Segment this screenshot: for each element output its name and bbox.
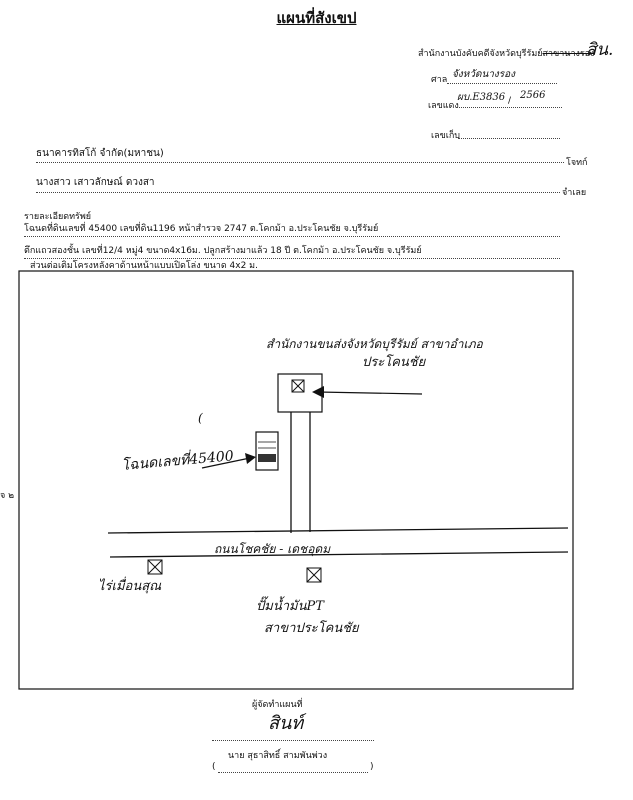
- quote-mark: (: [198, 411, 203, 425]
- plaintiff-name: ธนาคารทิสโก้ จำกัด(มหาชน): [36, 148, 164, 159]
- office-label-1: สำนักงานขนส่งจังหวัดบุรีรัมย์ สาขาอำเภอ: [266, 337, 483, 351]
- case-separator: /: [508, 96, 512, 106]
- signature-dotline: [212, 740, 374, 741]
- office-name: สำนักงานบังคับคดีจังหวัดบุรีรัมย์: [418, 49, 543, 59]
- initial-signature: สิน.: [586, 40, 614, 60]
- court-value: จังหวัดนางรอง: [452, 69, 516, 80]
- deed-label: โฉนดเลขที่45400: [120, 448, 235, 474]
- court-label: ศาล: [431, 75, 448, 85]
- property-heading: รายละเอียดทรัพย์: [24, 212, 92, 222]
- property-line-2: ตึกแถวสองชั้น เลขที่12/4 หมู่4 ขนาด4x16ม. ปลูกสร้างมาแล้ว 18 ปี ต.โคกม้า อ.ประโคนชัย จ.บุรีรัมย์: [24, 246, 422, 256]
- defendant-role: จำเลย: [562, 188, 587, 198]
- maker-label: ผู้จัดทำแผนที่: [252, 700, 303, 710]
- maker-signature: สินท์: [268, 713, 304, 734]
- road-upper-line: [108, 528, 568, 533]
- plaintiff-dotline: [36, 162, 564, 163]
- paren-close: ): [370, 762, 374, 772]
- property-dotline-1: [24, 236, 560, 237]
- office-arrow: [318, 392, 422, 394]
- road-lower-line: [110, 552, 568, 557]
- case-year: 2566: [520, 90, 546, 101]
- office-line: [418, 46, 595, 60]
- plaintiff-role: โจทก์: [566, 158, 588, 168]
- court-dotline: [447, 83, 557, 84]
- file-label: เลขเก็บ: [431, 131, 460, 141]
- paren-dotline: [218, 772, 368, 773]
- left-field-label: ไร่เมื่อนสุณ: [98, 579, 162, 594]
- property-line-3: ส่วนต่อเติมโครงหลังคาด้านหน้าแบบเปิดโล่ง ขนาด 4x2 ม.: [30, 261, 258, 271]
- office-label-2: ประโคนชัย: [362, 355, 426, 370]
- property-building: [256, 432, 278, 470]
- case-value: ผบ.E3836: [457, 92, 506, 103]
- property-line-1: โฉนดที่ดินเลขที่ 45400 เลขที่ดิน1196 หน้าสำรวจ 2747 ต.โคกม้า อ.ประโคนชัย จ.บุรีรัมย์: [24, 224, 379, 234]
- defendant-name: นางสาว เสาวลักษณ์ ดวงสา: [36, 177, 155, 188]
- sketch-map: [18, 270, 574, 690]
- office-branch-struck: สาขานางรอง: [542, 49, 595, 59]
- paren-open: (: [212, 762, 216, 772]
- defendant-dotline: [36, 192, 560, 193]
- road-label: ถนนโชคชัย - เดชอุดม: [214, 542, 331, 556]
- case-dotline: [456, 107, 562, 108]
- gas-label-1: ปั๊มน้ำมันPT: [256, 599, 324, 614]
- maker-name: นาย สุธาสิทธิ์ สามพันพ่วง: [228, 751, 328, 761]
- case-label: เลขแดง: [428, 101, 459, 111]
- side-mark: จ ๒: [0, 491, 15, 501]
- property-hatch: [258, 454, 276, 462]
- page-title: แผนที่สังเขป: [276, 9, 357, 27]
- file-dotline: [458, 138, 560, 139]
- gas-label-2: สาขาประโคนชัย: [264, 621, 359, 636]
